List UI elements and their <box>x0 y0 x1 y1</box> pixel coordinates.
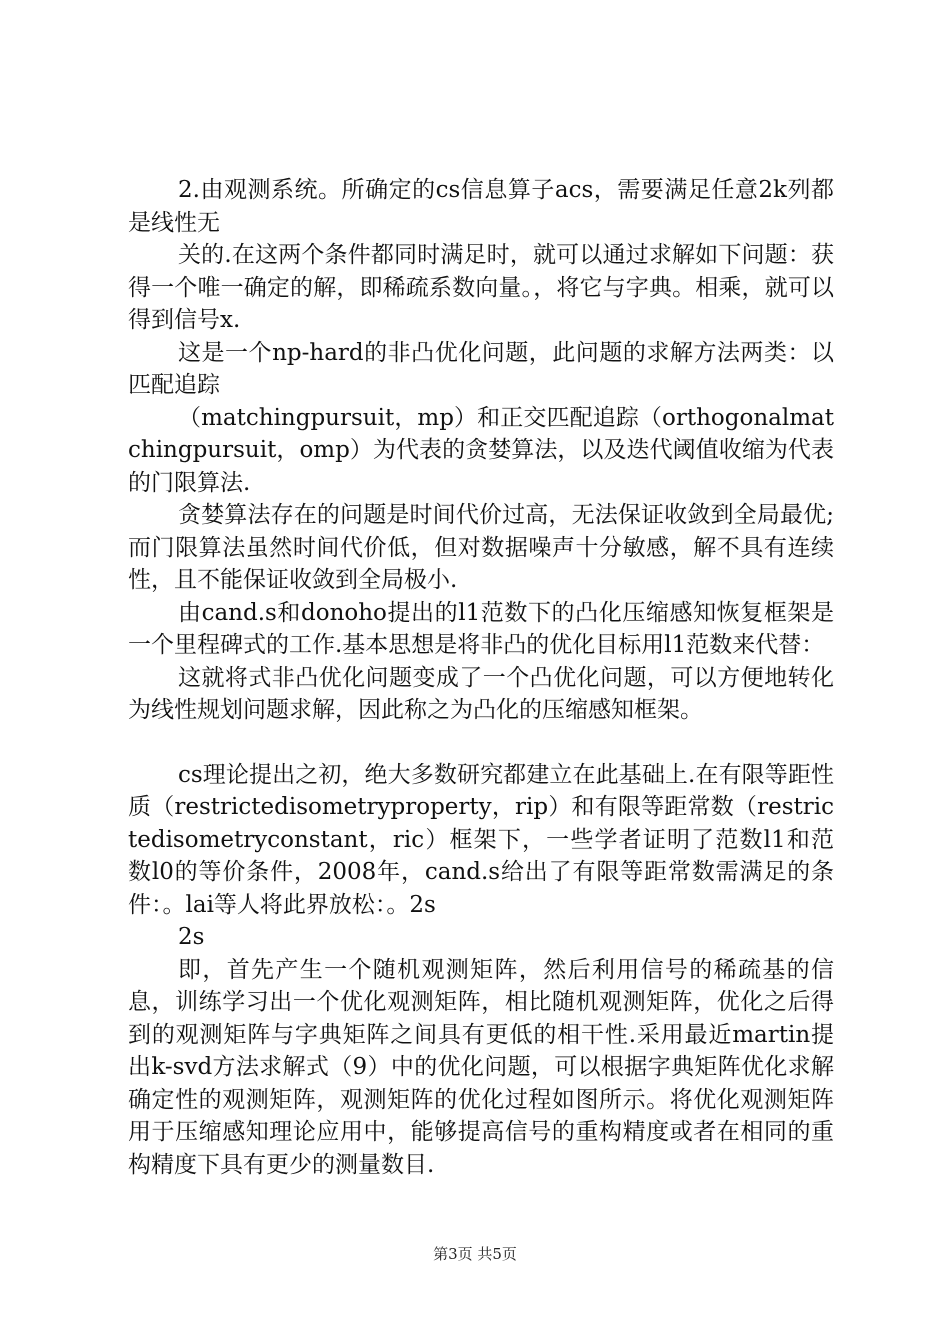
paragraph-spacer <box>128 727 834 759</box>
paragraph-9: 2s <box>178 924 205 950</box>
paragraph-5: 贪婪算法存在的问题是时间代价过高，无法保证收敛到全局最优;而门限算法虽然时间代价低，但对数据噪声十分敏感，解不具有连续性，且不能保证收敛到全局极小. <box>128 502 834 593</box>
paragraph-8: cs理论提出之初，绝大多数研究都建立在此基础上.在有限等距性质（restrictedisometryproperty，rip）和有限等距常数（restrictedisometryconstant，ric）框架下，一些学者证明了范数l1和范数l0的等价条件，2008年，cand.s给出了有限等距常数需满足的条件：。lai等人将此界放松：。2s <box>128 761 834 918</box>
paragraph-10: 即，首先产生一个随机观测矩阵，然后利用信号的稀疏基的信息，训练学习出一个优化观测矩阵，相比随机观测矩阵，优化之后得到的观测矩阵与字典矩阵之间具有更低的相干性.采用最近martin提出k-svd方法求解式（9）中的优化问题，可以根据字典矩阵优化求解确定性的观测矩阵，观测矩阵的优化过程如图所示。将优化观测矩阵用于压缩感知理论应用中，能够提高信号的重构精度或者在相同的重构精度下具有更少的测量数目. <box>128 956 834 1178</box>
paragraph-1: 2.由观测系统。所确定的cs信息算子acs，需要满足任意2k列都是线性无 <box>128 177 834 236</box>
paragraph-3: 这是一个np-hard的非凸优化问题，此问题的求解方法两类：以匹配追踪 <box>128 339 834 398</box>
paragraph-4: （matchingpursuit，mp）和正交匹配追踪（orthogonalmatchingpursuit，omp）为代表的贪婪算法，以及迭代阈值收缩为代表的门限算法. <box>128 404 834 496</box>
paragraph-2: 关的.在这两个条件都同时满足时，就可以通过求解如下问题：获得一个唯一确定的解，即稀疏系数向量。，将它与字典。相乘，就可以得到信号x. <box>128 242 834 333</box>
paragraph-6: 由cand.s和donoho提出的l1范数下的凸化压缩感知恢复框架是一个里程碑式的工作.基本思想是将非凸的优化目标用l1范数来代替： <box>128 599 834 658</box>
page-footer: 第3页 共5页 <box>433 1245 517 1263</box>
document-body <box>128 174 834 1181</box>
paragraph-7: 这就将式非凸优化问题变成了一个凸优化问题，可以方便地转化为线性规划问题求解，因此称之为凸化的压缩感知框架。 <box>128 664 834 723</box>
